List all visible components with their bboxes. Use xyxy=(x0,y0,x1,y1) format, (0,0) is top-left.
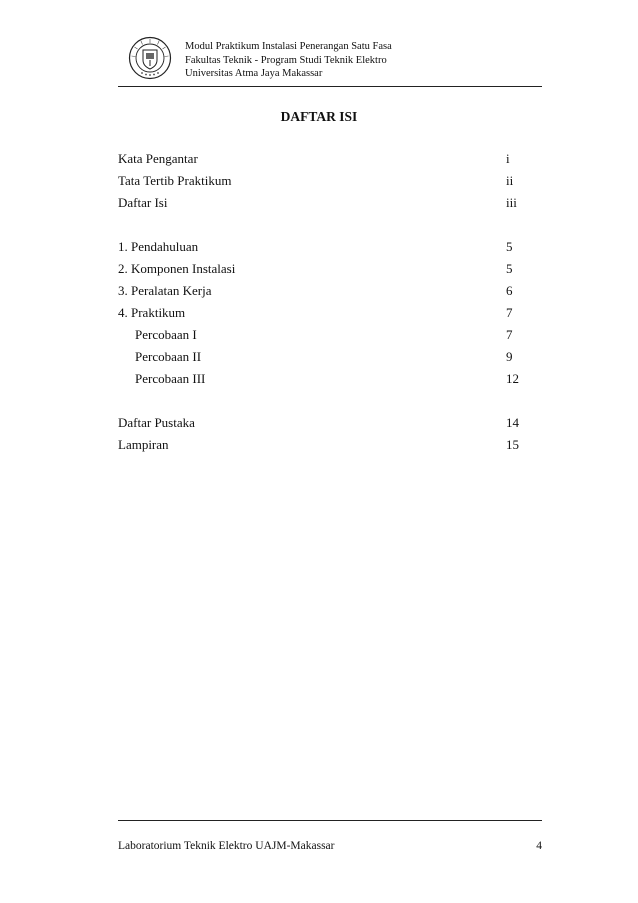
toc-entry-page: 15 xyxy=(506,437,519,452)
toc-entry-label: Lampiran xyxy=(118,437,169,452)
toc-entry xyxy=(118,258,538,280)
toc-entry-page: ii xyxy=(506,173,514,188)
page-number: 4 xyxy=(536,840,542,852)
table-of-contents xyxy=(118,148,538,456)
toc-entry xyxy=(118,148,538,170)
toc-entry-label: 4. Praktikum xyxy=(118,305,186,320)
toc-spacer xyxy=(118,390,538,412)
header-text xyxy=(185,40,392,81)
footer-divider xyxy=(118,820,542,821)
toc-entry xyxy=(118,236,538,258)
toc-entry-page: 6 xyxy=(506,283,513,298)
header-divider xyxy=(118,86,542,87)
toc-entry-label: Percobaan II xyxy=(135,349,202,364)
university-seal-icon xyxy=(128,36,172,80)
toc-entry-page: 9 xyxy=(506,349,513,364)
toc-subentry xyxy=(118,346,538,368)
header-line-university: Universitas Atma Jaya Makassar xyxy=(185,68,323,79)
toc-entry-label: 3. Peralatan Kerja xyxy=(118,283,212,298)
header-line-faculty: Fakultas Teknik - Program Studi Teknik Elektro xyxy=(185,54,387,66)
toc-subentry xyxy=(118,324,538,346)
toc-entry-label: Daftar Isi xyxy=(118,195,168,210)
toc-entry-page: 5 xyxy=(506,239,513,254)
toc-entry xyxy=(118,412,538,434)
toc-entry-label: Daftar Pustaka xyxy=(118,415,195,430)
toc-entry xyxy=(118,280,538,302)
toc-entry-label: Kata Pengantar xyxy=(118,151,198,166)
toc-entry-page: i xyxy=(506,151,510,166)
toc-entry-page: iii xyxy=(506,195,517,210)
toc-entry-label: 1. Pendahuluan xyxy=(118,239,199,254)
toc-entry-label: Tata Tertib Praktikum xyxy=(118,173,232,188)
toc-entry xyxy=(118,434,538,456)
toc-entry-label: 2. Komponen Instalasi xyxy=(118,261,236,276)
page-title: DAFTAR ISI xyxy=(280,109,358,124)
toc-spacer xyxy=(118,214,538,236)
header-line-module: Modul Praktikum Instalasi Penerangan Satu Fasa xyxy=(185,41,392,52)
footer-lab-name: Laboratorium Teknik Elektro UAJM-Makassar xyxy=(118,840,335,852)
toc-entry xyxy=(118,302,538,324)
toc-entry-label: Percobaan III xyxy=(135,371,206,386)
toc-entry-page: 7 xyxy=(506,305,513,320)
toc-entry-page: 12 xyxy=(506,371,519,386)
toc-entry-page: 5 xyxy=(506,261,513,276)
toc-entry-page: 7 xyxy=(506,327,513,342)
toc-subentry xyxy=(118,368,538,390)
toc-entry xyxy=(118,192,538,214)
toc-entry-label: Percobaan I xyxy=(135,327,197,342)
toc-entry xyxy=(118,170,538,192)
toc-entry-page: 14 xyxy=(506,415,519,430)
